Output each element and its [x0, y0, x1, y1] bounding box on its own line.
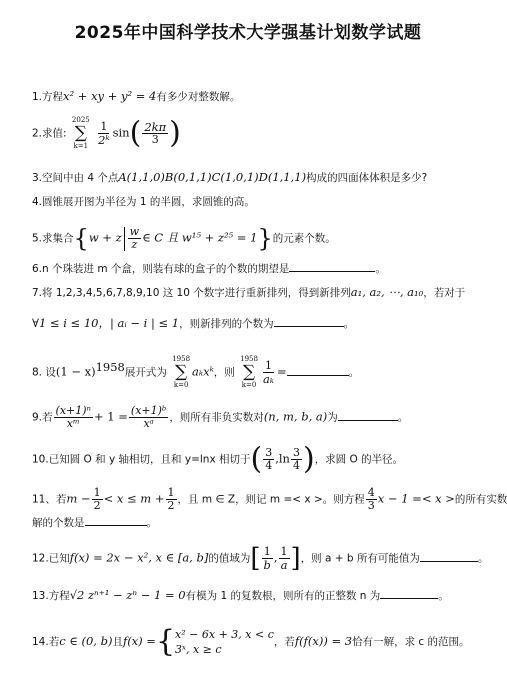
page-title: 2025年中国科学技术大学强基计划数学试题: [74, 23, 422, 43]
question-7-line2: ∀1 ≤ i ≤ 10，| aᵢ − i | ≤ 1，则新排列的个数为 。: [32, 316, 355, 330]
q13-equation: √2 zⁿ⁺¹ − zⁿ − 1 = 0: [69, 588, 186, 602]
sigma-symbol: ∑: [74, 123, 87, 143]
q7-condition: ∀1 ≤ i ≤ 10，| aᵢ − i | ≤ 1: [32, 316, 180, 330]
q2-sum-upper: 2025: [71, 116, 90, 124]
q2-summation: [72, 116, 90, 151]
q5-fraction: $\frac{w}{z}$: [129, 225, 140, 251]
q11-answer-blank[interactable]: [85, 515, 147, 526]
q5-prefix: 5.求集合: [32, 232, 74, 245]
q2-sin: sin: [112, 125, 130, 140]
sigma-symbol: ∑: [175, 362, 188, 382]
question-13: 13.方程√2 zⁿ⁺¹ − zⁿ − 1 = 0有模为 1 的复数根，则所有的正整数 n 为 。: [32, 588, 449, 602]
q13-answer-blank[interactable]: [380, 588, 438, 599]
q3-points: A(1,1,0)B(0,1,1)C(1,0,1)D(1,1,1): [118, 170, 307, 184]
question-3: [32, 170, 472, 185]
q8-summation: 1958 ∑ k=0: [172, 355, 191, 389]
q14-condition: c ∈ (0, b): [59, 634, 113, 648]
sigma-symbol: ∑: [242, 362, 256, 382]
question-12: 12.已知f(x) = 2x − x², x ∈ [a, b]的值域为[ $\frac{1}{b}$ , $\frac{1}{a}$ ]，则 a + b 所有可能值为 。: [32, 543, 489, 574]
q10-fraction-ln: $\frac{3}{4}$: [292, 446, 300, 472]
q2-fraction: $\frac{1}{\text{2ᵏ}}$: [98, 120, 110, 147]
q5-set-expr: w + z: [88, 230, 122, 245]
q10-fraction-x: $\frac{3}{4}$: [265, 446, 273, 472]
q9-fraction-1: $\frac{\text{(x+1)ⁿ}}{\text{xᵐ}}$: [55, 404, 91, 430]
question-6: 6.n 个珠装进 m 个盒，则装有球的盒子的个数的期望是 。: [32, 263, 386, 275]
q8-base: (1 − x): [55, 364, 96, 379]
question-10: 10.已知圆 O 和 y 轴相切，且和 y=lnx 相切于( $\frac{3}{4}$ ,ln $\frac{3}{4}$ )，求圆 O 的半径。: [32, 441, 404, 477]
q8-answer-blank[interactable]: [287, 365, 349, 376]
q5-suffix: 的元素个数。: [272, 232, 336, 245]
q12-fraction-1: $\frac{1}{b}$: [263, 545, 271, 572]
q6-answer-blank[interactable]: [289, 261, 375, 272]
q1-equation: x² + xy + y² = 4: [63, 89, 157, 103]
q9-tuple: (n, m, b, a): [263, 409, 328, 424]
q7-answer-blank[interactable]: [274, 316, 344, 327]
q14-case-1: x² − 6x + 3, x < c: [175, 628, 274, 641]
question-5: 5.求集合{w + z $\frac{w}{z}$ ∈ C 且 w¹⁵ + z²⁵ = 1}的元素个数。: [32, 224, 336, 253]
question-11: 11、若m − $\frac{1}{2}$ < x ≤ m + $\frac{1}{2}$ ，且 m ∈ Z，则记 m =< x >。则方程 $\frac{4}{3}$ x − 1 =< x >的所有实数: [32, 486, 507, 512]
q12-fraction-2: $\frac{1}{a}$: [280, 545, 288, 572]
q8-term: aₖxᵏ: [192, 364, 214, 379]
q9-answer-blank[interactable]: [338, 410, 398, 421]
q1-suffix: 有多少对整数解。: [156, 91, 241, 103]
q8-summation-2: 1958 ∑ k=0: [240, 355, 258, 389]
q14-function: f(x) =: [122, 634, 156, 648]
q12-answer-blank[interactable]: [420, 551, 478, 562]
q1-prefix: 1.方程: [32, 91, 64, 103]
q11-half-2: $\frac{1}{2}$: [167, 486, 175, 512]
q3-suffix: 构成的四面体体积是多少?: [306, 172, 428, 184]
q9-fraction-2: $\frac{\text{(x+1)ᵇ}}{\text{xᵃ}}$: [130, 404, 167, 430]
q2-prefix: 2.求值:: [32, 127, 67, 140]
q14-case-2: 3ˣ, x ≥ c: [175, 643, 222, 656]
q2-inner-fraction: $\frac{2k\pi}{3}$: [144, 120, 167, 146]
q3-prefix: 3.空间中由 4 个点: [32, 172, 119, 184]
q6-text: 6.n 个珠装进 m 个盒，则装有球的盒子的个数的期望是: [32, 263, 290, 275]
question-14: 14.若c ∈ (0, b)且f(x) ={ x² − 6x + 3, x < c 3ˣ, x ≥ c ，若f(f(x)) = 3恰有一解，求 c 的范围。: [32, 624, 470, 659]
q8-fraction: $\frac{1}{\text{aₖ}}$: [262, 359, 275, 386]
question-1: [32, 89, 472, 104]
question-9: 9.若 $\frac{\text{(x+1)ⁿ}}{\text{xᵐ}}$ + 1 = $\frac{\text{(x+1)ᵇ}}{\text{xᵃ}}$ ，则所有非负实数对(n, m, b, a)为 。: [32, 404, 409, 430]
q12-function: f(x) = 2x − x², x ∈ [a, b]: [69, 550, 209, 565]
question-4: 4.圆锥展开图为半径为 1 的半圆，求圆锥的高。: [32, 196, 255, 208]
q7-sequence: a₁, a₂, ⋯, a₁₀: [350, 285, 424, 299]
q2-sum-lower: k=1: [73, 142, 89, 150]
q11-four-thirds: $\frac{4}{3}$: [367, 486, 375, 512]
q7-line1: 7.将 1,2,3,4,5,6,7,8,9,10 这 10 个数字进行重新排列，得到新排列: [32, 287, 351, 299]
question-11-line2: 解的个数是 。: [32, 517, 157, 529]
q5-condition: ∈ C 且 w¹⁵ + z²⁵ = 1: [142, 230, 258, 245]
question-2: 2.求值: 2025 ∑ k=1 $\frac{1}{\text{2ᵏ}}$ sin( $\frac{2k\pi}{3}$ ): [32, 115, 181, 151]
question-8: 8. 设$(1 - x)^{1958}$展开式为 1958 ∑ k=0 aₖxᵏ，则 1958 ∑ k=0 $\frac{1}{\text{aₖ}}$ = 。: [32, 355, 360, 389]
q14-equation: f(f(x)) = 3: [294, 634, 353, 648]
q11-half-1: $\frac{1}{2}$: [93, 486, 101, 512]
question-7: 7.将 1,2,3,4,5,6,7,8,9,10 这 10 个数字进行重新排列，得到新排列a₁, a₂, ⋯, a₁₀，若对于: [32, 285, 466, 299]
q14-cases: [175, 627, 274, 657]
